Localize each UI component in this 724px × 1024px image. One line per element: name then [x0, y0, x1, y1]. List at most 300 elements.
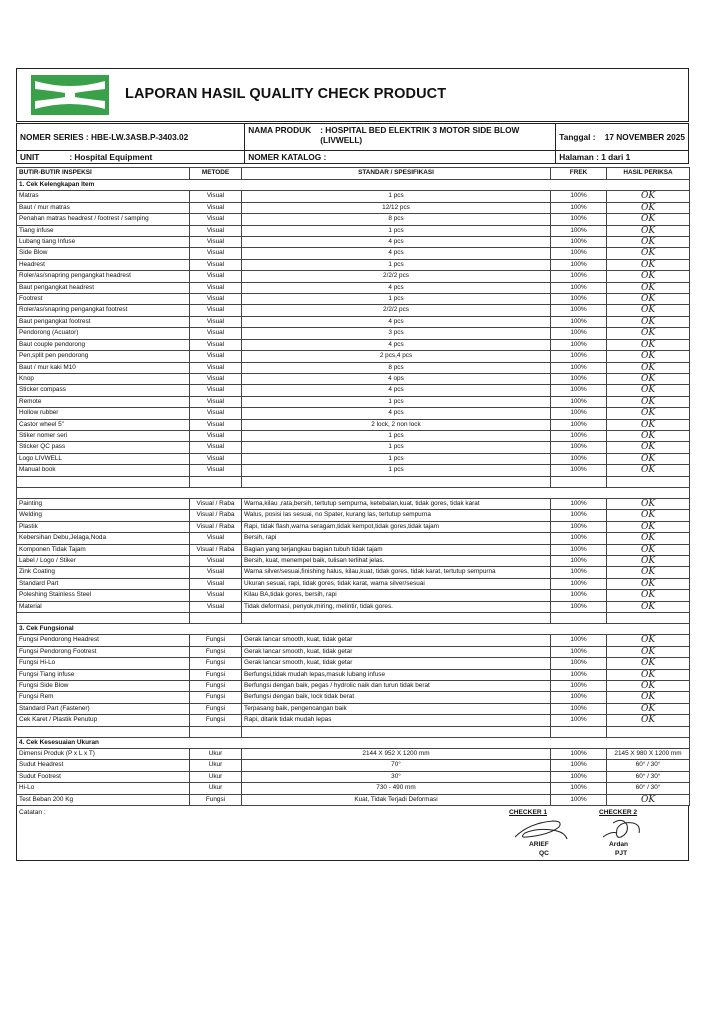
inspection-item: Dimensi Produk (P x L x T) [17, 749, 190, 760]
spacer-row [17, 726, 690, 737]
checker1-name: ARIEF [529, 841, 549, 849]
method-cell: Visual [190, 555, 242, 566]
col-frequency-header: FREK [551, 168, 607, 180]
checker2-label: CHECKER 2 [599, 809, 638, 817]
standard-cell: Bersih, rapi [242, 533, 551, 544]
inspection-item: Fungsi Side Blow [17, 681, 190, 692]
table-row [17, 316, 690, 327]
standard-cell: 4 pcs [242, 237, 551, 248]
standard-cell: 4 pcs [242, 282, 551, 293]
inspection-item: Fungsi Tiang infuse [17, 669, 190, 680]
standard-cell: Tidak deformasi, penyok,miring, melintir, tidak gores. [242, 601, 551, 612]
result-handwritten: OK [607, 794, 690, 805]
notes-label: Catatan : [19, 809, 46, 817]
col-method-header: METODE [190, 168, 242, 180]
table-row [17, 328, 690, 339]
inspection-item: Standard Part (Fastener) [17, 703, 190, 714]
inspection-item: Lubang tiang Infuse [17, 237, 190, 248]
section-title: 4. Cek Kesesuaian Ukuran [17, 737, 690, 748]
method-cell: Ukur [190, 760, 242, 771]
standard-cell: Rapi, ditarik tidak mudah lepas [242, 715, 551, 726]
table-row [17, 259, 690, 270]
method-cell: Ukur [190, 771, 242, 782]
table-row [17, 248, 690, 259]
frequency-cell: 100% [551, 453, 607, 464]
report-sheet [16, 68, 689, 861]
standard-cell: Rapi, tidak flash,warna seragam,tidak kempot,tidak gores,tidak tajam [242, 521, 551, 532]
table-row [17, 760, 690, 771]
method-cell: Fungsi [190, 703, 242, 714]
method-cell: Visual / Raba [190, 521, 242, 532]
empty-cell [551, 726, 607, 737]
frequency-cell: 100% [551, 271, 607, 282]
result-handwritten: OK [607, 316, 690, 327]
company-logo [31, 75, 109, 115]
empty-cell [17, 726, 190, 737]
table-row [17, 715, 690, 726]
frequency-cell: 100% [551, 783, 607, 794]
inspection-item: Sticker QC pass [17, 442, 190, 453]
result-cell: 2145 X 980 X 1200 mm [607, 749, 690, 760]
method-cell: Visual [190, 430, 242, 441]
report-header [16, 68, 689, 122]
frequency-cell: 100% [551, 385, 607, 396]
method-cell: Visual [190, 362, 242, 373]
section-title-row [17, 624, 690, 635]
method-cell: Visual [190, 305, 242, 316]
table-row [17, 430, 690, 441]
inspection-item: Hi-Lo [17, 783, 190, 794]
standard-cell: 12/12 pcs [242, 202, 551, 213]
standard-cell: 1 pcs [242, 430, 551, 441]
method-cell: Fungsi [190, 669, 242, 680]
standard-cell: 1 pcs [242, 442, 551, 453]
result-cell: 60° / 30° [607, 783, 690, 794]
inspection-item: Side Blow [17, 248, 190, 259]
result-handwritten: OK [607, 442, 690, 453]
date-cell [556, 124, 689, 151]
frequency-cell: 100% [551, 282, 607, 293]
standard-cell: 8 pcs [242, 362, 551, 373]
frequency-cell: 100% [551, 646, 607, 657]
inspection-item: Fungsi Pendorong Headrest [17, 635, 190, 646]
result-handwritten: OK [607, 419, 690, 430]
table-row [17, 498, 690, 509]
frequency-cell: 100% [551, 555, 607, 566]
inspection-item: Material [17, 601, 190, 612]
result-handwritten: OK [607, 191, 690, 202]
product-name-label: NAMA PRODUK [248, 125, 312, 135]
inspection-item: Tiang infuse [17, 225, 190, 236]
result-cell: 60° / 30° [607, 771, 690, 782]
frequency-cell: 100% [551, 760, 607, 771]
inspection-item: Baut pengangkat footrest [17, 316, 190, 327]
method-cell: Visual [190, 259, 242, 270]
inspection-item: Stiker nomer seri [17, 430, 190, 441]
table-row [17, 282, 690, 293]
result-handwritten: OK [607, 601, 690, 612]
inspection-item: Welding [17, 510, 190, 521]
standard-cell: 8 pcs [242, 214, 551, 225]
signature-block [16, 806, 689, 861]
method-cell: Fungsi [190, 715, 242, 726]
method-cell: Visual [190, 601, 242, 612]
result-handwritten: OK [607, 282, 690, 293]
method-cell: Visual [190, 191, 242, 202]
table-row [17, 646, 690, 657]
frequency-cell: 100% [551, 419, 607, 430]
inspection-item: Manual book [17, 465, 190, 476]
result-handwritten: OK [607, 351, 690, 362]
table-row [17, 373, 690, 384]
frequency-cell: 100% [551, 202, 607, 213]
method-cell: Visual [190, 385, 242, 396]
frequency-cell: 100% [551, 305, 607, 316]
empty-cell [607, 476, 690, 487]
frequency-cell: 100% [551, 681, 607, 692]
method-cell: Visual [190, 294, 242, 305]
result-handwritten: OK [607, 533, 690, 544]
method-cell: Visual [190, 465, 242, 476]
page-indicator: Halaman : 1 dari 1 [556, 151, 689, 164]
inspection-item: Label / Logo / Stiker [17, 555, 190, 566]
method-cell: Visual [190, 271, 242, 282]
standard-cell: Bersih, kuat, menempel baik, tulisan terlihat jelas. [242, 555, 551, 566]
result-handwritten: OK [607, 498, 690, 509]
inspection-item: Baut pengangkat headrest [17, 282, 190, 293]
table-row [17, 794, 690, 805]
table-row [17, 385, 690, 396]
inspection-item: Fungsi Pendorong Footrest [17, 646, 190, 657]
inspection-item: Roler/as/snapring pengangkat footrest [17, 305, 190, 316]
table-row [17, 749, 690, 760]
frequency-cell: 100% [551, 703, 607, 714]
standard-cell: 2/2/2 pcs [242, 305, 551, 316]
empty-cell [551, 613, 607, 624]
table-row [17, 362, 690, 373]
method-cell: Visual [190, 339, 242, 350]
result-handwritten: OK [607, 373, 690, 384]
standard-cell: Gerak lancar smooth, kuat, tidak getar [242, 658, 551, 669]
frequency-cell: 100% [551, 362, 607, 373]
empty-cell [607, 613, 690, 624]
empty-cell [242, 726, 551, 737]
section-title: 1. Cek Kelengkapan Item [17, 180, 690, 191]
table-row [17, 408, 690, 419]
frequency-cell: 100% [551, 225, 607, 236]
table-row [17, 567, 690, 578]
frequency-cell: 100% [551, 328, 607, 339]
method-cell: Visual [190, 202, 242, 213]
inspection-item: Pen,split pen pendorong [17, 351, 190, 362]
inspection-item: Baut / mur kaki M10 [17, 362, 190, 373]
standard-cell: 1 pcs [242, 225, 551, 236]
inspection-item: Zink Coating [17, 567, 190, 578]
method-cell: Ukur [190, 749, 242, 760]
table-row [17, 510, 690, 521]
result-handwritten: OK [607, 555, 690, 566]
inspection-item: Footrest [17, 294, 190, 305]
table-row [17, 294, 690, 305]
method-cell: Fungsi [190, 646, 242, 657]
table-row [17, 783, 690, 794]
frequency-cell: 100% [551, 373, 607, 384]
method-cell: Visual [190, 282, 242, 293]
method-cell: Visual [190, 533, 242, 544]
inspection-item: Knop [17, 373, 190, 384]
frequency-cell: 100% [551, 465, 607, 476]
frequency-cell: 100% [551, 771, 607, 782]
frequency-cell: 100% [551, 237, 607, 248]
empty-cell [190, 476, 242, 487]
frequency-cell: 100% [551, 408, 607, 419]
empty-cell [190, 726, 242, 737]
frequency-cell: 100% [551, 521, 607, 532]
table-row [17, 578, 690, 589]
section-title [17, 487, 690, 498]
table-row [17, 305, 690, 316]
standard-cell: Terpasang baik, pengencangan baik [242, 703, 551, 714]
method-cell: Visual [190, 419, 242, 430]
method-cell: Fungsi [190, 635, 242, 646]
method-cell: Visual [190, 567, 242, 578]
table-row [17, 453, 690, 464]
table-row [17, 214, 690, 225]
frequency-cell: 100% [551, 396, 607, 407]
unit-cell [17, 151, 245, 164]
catalog-number: NOMER KATALOG : [245, 151, 556, 164]
frequency-cell: 100% [551, 294, 607, 305]
standard-cell: 1 pcs [242, 453, 551, 464]
method-cell: Fungsi [190, 681, 242, 692]
table-row [17, 202, 690, 213]
inspection-item: Matras [17, 191, 190, 202]
inspection-item: Kebersihan Debu,Jelaga,Noda [17, 533, 190, 544]
frequency-cell: 100% [551, 442, 607, 453]
standard-cell: 1 pcs [242, 396, 551, 407]
result-handwritten: OK [607, 453, 690, 464]
result-handwritten: OK [607, 396, 690, 407]
result-handwritten: OK [607, 385, 690, 396]
checker2-name: Ardan [609, 841, 629, 849]
standard-cell: Berfungsi,tidak mudah lepas,masuk lubang infuse [242, 669, 551, 680]
table-row [17, 658, 690, 669]
standard-cell: Gerak lancar smooth, kuat, tidak getar [242, 635, 551, 646]
inspection-item: Sudut Footrest [17, 771, 190, 782]
table-row [17, 351, 690, 362]
method-cell: Fungsi [190, 692, 242, 703]
result-handwritten: OK [607, 567, 690, 578]
standard-cell: Bagian yang terjangkau bagian tubuh tidak tajam [242, 544, 551, 555]
standard-cell: 2/2/2 pcs [242, 271, 551, 282]
result-handwritten: OK [607, 271, 690, 282]
checker1-role: QC [539, 850, 549, 858]
date-label: Tanggal : [559, 132, 596, 142]
frequency-cell: 100% [551, 601, 607, 612]
result-handwritten: OK [607, 590, 690, 601]
table-row [17, 339, 690, 350]
result-handwritten: OK [607, 715, 690, 726]
standard-cell: 2144 X 952 X 1200 mm [242, 749, 551, 760]
table-row [17, 442, 690, 453]
method-cell: Visual [190, 351, 242, 362]
standard-cell: 4 pcs [242, 385, 551, 396]
section-title-row [17, 487, 690, 498]
inspection-item: Pendorong (Acuator) [17, 328, 190, 339]
frequency-cell: 100% [551, 578, 607, 589]
inspection-item: Penahan matras headrest / footrest / samping [17, 214, 190, 225]
checker1-label: CHECKER 1 [509, 809, 548, 817]
table-row [17, 635, 690, 646]
standard-cell: 3 pcs [242, 328, 551, 339]
frequency-cell: 100% [551, 669, 607, 680]
method-cell: Visual [190, 225, 242, 236]
inspection-item: Remote [17, 396, 190, 407]
table-row [17, 533, 690, 544]
method-cell: Fungsi [190, 794, 242, 805]
standard-cell: 4 pcs [242, 339, 551, 350]
col-result-header: HASIL PERIKSA [607, 168, 690, 180]
result-handwritten: OK [607, 430, 690, 441]
result-handwritten: OK [607, 259, 690, 270]
standard-cell: Berfungsi dengan baik, lock tidak berat [242, 692, 551, 703]
method-cell: Visual [190, 316, 242, 327]
inspection-item: Hollow rubber [17, 408, 190, 419]
standard-cell: 1 pcs [242, 294, 551, 305]
method-cell: Visual [190, 453, 242, 464]
inspection-item: Baut couple pendorong [17, 339, 190, 350]
result-handwritten: OK [607, 339, 690, 350]
meta-table [16, 123, 689, 164]
method-cell: Visual [190, 328, 242, 339]
method-cell: Fungsi [190, 658, 242, 669]
checker1-signature [509, 817, 569, 843]
series-number: NOMER SERIES : HBE-LW.3ASB.P-3403.02 [17, 124, 245, 151]
standard-cell: Kilau BA,tidak gores, bersih, rapi [242, 590, 551, 601]
frequency-cell: 100% [551, 339, 607, 350]
frequency-cell: 100% [551, 191, 607, 202]
method-cell: Visual / Raba [190, 510, 242, 521]
empty-cell [242, 476, 551, 487]
frequency-cell: 100% [551, 498, 607, 509]
section-title: 3. Cek Fungsional [17, 624, 690, 635]
frequency-cell: 100% [551, 351, 607, 362]
result-handwritten: OK [607, 294, 690, 305]
spacer-row [17, 613, 690, 624]
frequency-cell: 100% [551, 214, 607, 225]
unit-label: UNIT [20, 152, 40, 162]
table-row [17, 544, 690, 555]
spacer-row [17, 476, 690, 487]
inspection-item: Fungsi Hi-Lo [17, 658, 190, 669]
method-cell: Visual [190, 396, 242, 407]
result-handwritten: OK [607, 544, 690, 555]
table-row [17, 669, 690, 680]
standard-cell: 730 - 490 mm [242, 783, 551, 794]
inspection-item: Test Beban 200 Kg [17, 794, 190, 805]
standard-cell: 4 pcs [242, 408, 551, 419]
standard-cell: 1 pcs [242, 465, 551, 476]
checker2-signature [599, 815, 645, 843]
result-handwritten: OK [607, 202, 690, 213]
table-row [17, 225, 690, 236]
result-handwritten: OK [607, 237, 690, 248]
result-handwritten: OK [607, 328, 690, 339]
standard-cell: 70° [242, 760, 551, 771]
standard-cell: 2 lock, 2 non lock [242, 419, 551, 430]
standard-cell: Berfungsi dengan baik, pegas / hydrolic naik dan turun tidak berat [242, 681, 551, 692]
result-handwritten: OK [607, 646, 690, 657]
result-handwritten: OK [607, 521, 690, 532]
table-row [17, 692, 690, 703]
result-handwritten: OK [607, 658, 690, 669]
table-row [17, 703, 690, 714]
table-row [17, 271, 690, 282]
table-row [17, 521, 690, 532]
frequency-cell: 100% [551, 658, 607, 669]
table-row [17, 590, 690, 601]
standard-cell: Ukuran sesuai, rapi, tidak gores, tidak karat, warna silver/sesuai [242, 578, 551, 589]
empty-cell [17, 613, 190, 624]
col-inspection-header: BUTIR-BUTIR INSPEKSI [17, 168, 190, 180]
table-row [17, 237, 690, 248]
standard-cell: Gerak lancar smooth, kuat, tidak getar [242, 646, 551, 657]
frequency-cell: 100% [551, 248, 607, 259]
method-cell: Visual / Raba [190, 544, 242, 555]
result-handwritten: OK [607, 692, 690, 703]
frequency-cell: 100% [551, 794, 607, 805]
inspection-item: Logo LIVWELL [17, 453, 190, 464]
empty-cell [607, 726, 690, 737]
result-cell: 60° / 30° [607, 760, 690, 771]
frequency-cell: 100% [551, 715, 607, 726]
empty-cell [551, 476, 607, 487]
inspection-item: Headrest [17, 259, 190, 270]
frequency-cell: 100% [551, 259, 607, 270]
standard-cell: 4 pcs [242, 316, 551, 327]
method-cell: Visual [190, 214, 242, 225]
method-cell: Visual [190, 590, 242, 601]
result-handwritten: OK [607, 578, 690, 589]
standard-cell: 2 pcs,4 pcs [242, 351, 551, 362]
method-cell: Visual / Raba [190, 498, 242, 509]
method-cell: Visual [190, 237, 242, 248]
method-cell: Visual [190, 373, 242, 384]
section-title-row [17, 180, 690, 191]
standard-cell: Kuat, Tidak Terjadi Deformasi [242, 794, 551, 805]
inspection-item: Standard Part [17, 578, 190, 589]
inspection-table [16, 167, 690, 806]
inspection-item: Roler/as/snapring pengangkat headrest [17, 271, 190, 282]
result-handwritten: OK [607, 465, 690, 476]
frequency-cell: 100% [551, 635, 607, 646]
section-title-row [17, 737, 690, 748]
table-row [17, 601, 690, 612]
inspection-item: Cek Karet / Plastik Penutup [17, 715, 190, 726]
frequency-cell: 100% [551, 533, 607, 544]
method-cell: Visual [190, 442, 242, 453]
inspection-item: Plastik [17, 521, 190, 532]
standard-cell: Walus, posisi las sesuai, no Spater, kurang las, tertutup sempurna [242, 510, 551, 521]
table-row [17, 191, 690, 202]
inspection-item: Fungsi Rem [17, 692, 190, 703]
frequency-cell: 100% [551, 692, 607, 703]
inspection-item: Castor wheel 5" [17, 419, 190, 430]
result-handwritten: OK [607, 669, 690, 680]
inspection-item: Sudut Headrest [17, 760, 190, 771]
col-standard-header: STANDAR / SPESIFIKASI [242, 168, 551, 180]
frequency-cell: 100% [551, 316, 607, 327]
